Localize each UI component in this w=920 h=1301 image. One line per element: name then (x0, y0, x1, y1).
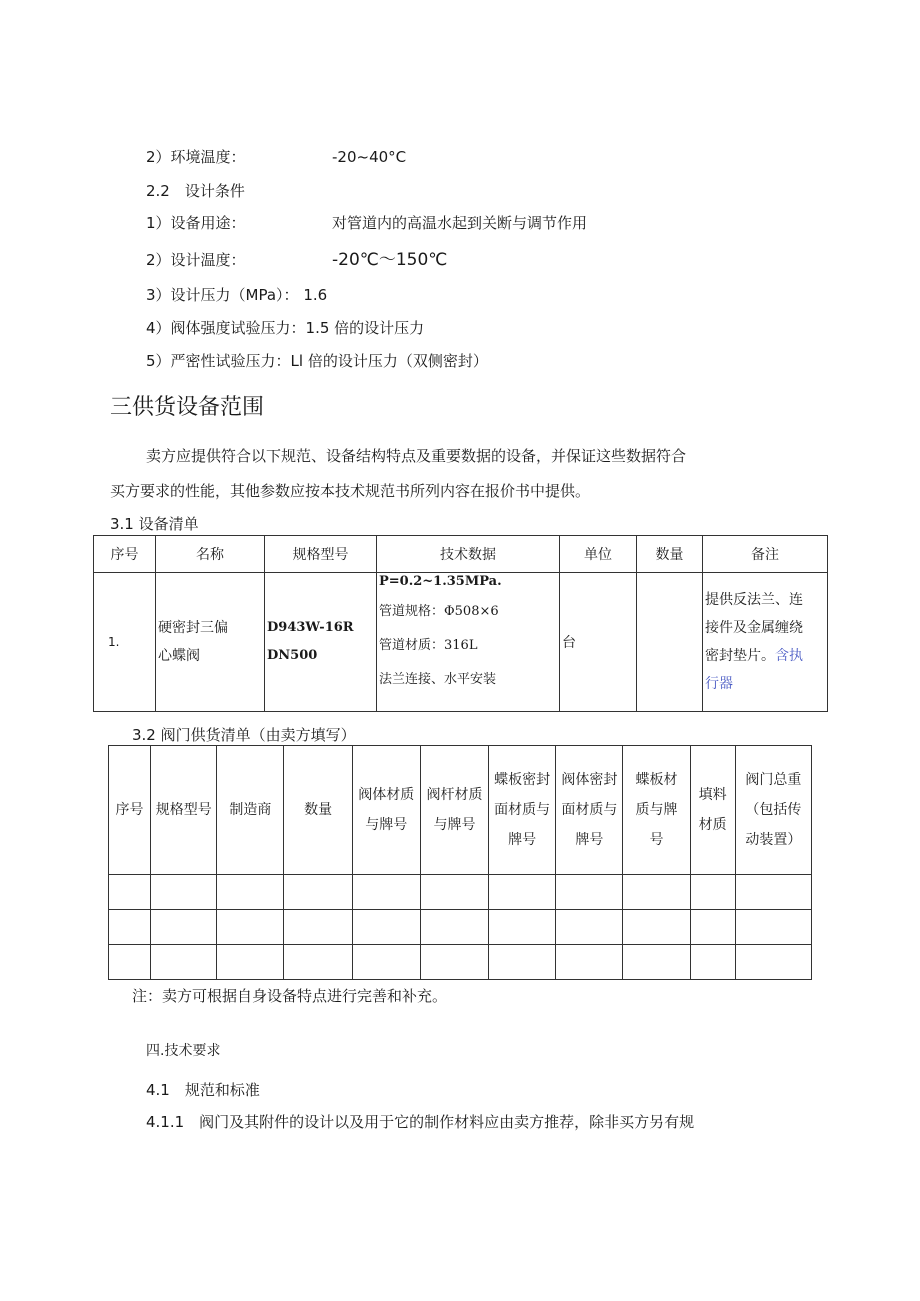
item-name (156, 573, 265, 712)
header-line: 面材质与 (494, 802, 551, 818)
item-unit: 台 (560, 573, 637, 712)
header-line: 质与牌 (635, 802, 678, 818)
design-item-usage (146, 213, 588, 233)
item-name-line: 心蝶阀 (158, 648, 200, 664)
header-line: 数量 (304, 802, 333, 818)
header-line: 阀门总重 (745, 772, 802, 788)
table-row (109, 875, 812, 910)
header-line: （包括传 (745, 802, 802, 818)
table-header-cell (151, 746, 217, 875)
remark-line: 提供反法兰、连 (705, 592, 803, 608)
table-note: 注：卖方可根据自身设备特点进行完善和补充。 (132, 987, 448, 1005)
table-header-cell (217, 746, 284, 875)
item-model-line: DN500 (267, 648, 318, 663)
header-line: 阀体密封 (561, 772, 618, 788)
empty-cell[interactable] (420, 910, 488, 945)
empty-cell[interactable] (623, 945, 690, 980)
empty-cell[interactable] (109, 910, 151, 945)
empty-cell[interactable] (623, 875, 690, 910)
empty-cell[interactable] (556, 910, 623, 945)
header-line: 阀体材质 (358, 787, 415, 803)
table-header-cell: 单位 (560, 536, 637, 573)
header-line: 蝶板材 (635, 772, 678, 788)
header-line: 面材质与 (561, 802, 618, 818)
header-line: 动装置） (745, 832, 802, 848)
table-header-cell (556, 746, 623, 875)
empty-cell[interactable] (352, 910, 420, 945)
design-item-strength-test: 4）阀体强度试验压力：1.5 倍的设计压力 (146, 319, 425, 337)
remark-text: 密封垫片。 (705, 648, 775, 664)
empty-cell[interactable] (420, 875, 488, 910)
header-line: 与牌号 (365, 817, 408, 833)
empty-cell[interactable] (151, 945, 217, 980)
section-3-paragraph-line-2: 买方要求的性能，其他参数应按本技术规范书所列内容在报价书中提供。 (110, 482, 591, 500)
empty-cell[interactable] (284, 875, 352, 910)
table-row (94, 573, 828, 712)
table-header-cell (623, 746, 690, 875)
design-heading: 2.2 设计条件 (146, 182, 245, 200)
empty-cell[interactable] (623, 910, 690, 945)
header-line: 牌号 (575, 832, 604, 848)
table-header-cell: 备注 (703, 536, 828, 573)
env-temp-line (146, 147, 407, 167)
table-header-cell: 名称 (156, 536, 265, 573)
header-line: 阀杆材质 (426, 787, 483, 803)
remark-highlight: 含执 (775, 648, 803, 664)
item-tech-data (377, 573, 560, 712)
empty-cell[interactable] (109, 945, 151, 980)
design-item-label: 2）设计温度： (146, 251, 246, 269)
empty-cell[interactable] (556, 945, 623, 980)
table-header-cell (352, 746, 420, 875)
env-temp-value: -20~40°C (332, 148, 407, 166)
remark-line (705, 642, 827, 670)
table-header-cell: 技术数据 (377, 536, 560, 573)
design-item-label: 1）设备用途： (146, 214, 246, 232)
table-header-cell (690, 746, 735, 875)
tech-line: 管道材质：316L (379, 638, 478, 653)
env-temp-label: 2）环境温度： (146, 148, 246, 166)
table-header-row (109, 746, 812, 875)
empty-cell[interactable] (217, 945, 284, 980)
header-line: 材质 (698, 817, 727, 833)
empty-cell[interactable] (284, 945, 352, 980)
design-item-tightness-test: 5）严密性试验压力：Ll 倍的设计压力（双侧密封） (146, 352, 488, 370)
valve-supply-table (108, 745, 812, 980)
empty-cell[interactable] (556, 875, 623, 910)
empty-cell[interactable] (489, 945, 556, 980)
empty-cell[interactable] (217, 875, 284, 910)
empty-cell[interactable] (217, 910, 284, 945)
item-quantity (637, 573, 703, 712)
empty-cell[interactable] (352, 945, 420, 980)
table-row (109, 945, 812, 980)
remark-line: 接件及金属缠绕 (705, 620, 803, 636)
table-1-caption: 3.1 设备清单 (110, 515, 199, 533)
empty-cell[interactable] (735, 910, 811, 945)
header-line: 蝶板密封 (494, 772, 551, 788)
table-header-cell (489, 746, 556, 875)
design-item-label: 3）设计压力（MPa）： (146, 286, 299, 304)
table-header-cell: 序号 (94, 536, 156, 573)
header-line: 填料 (698, 787, 727, 803)
item-name-line: 硬密封三偏 (158, 620, 228, 636)
empty-cell[interactable] (352, 875, 420, 910)
empty-cell[interactable] (151, 910, 217, 945)
design-item-value: -20℃～150℃ (332, 250, 448, 270)
header-line: 规格型号 (155, 802, 212, 818)
tech-line: 法兰连接、水平安装 (379, 672, 497, 687)
header-line: 与牌号 (433, 817, 476, 833)
header-line: 序号 (115, 802, 144, 818)
design-item-pressure (146, 285, 327, 305)
empty-cell[interactable] (735, 875, 811, 910)
table-header-cell (420, 746, 488, 875)
empty-cell[interactable] (735, 945, 811, 980)
item-model-line: D943W-16R (267, 620, 354, 635)
empty-cell[interactable] (284, 910, 352, 945)
table-header-cell (735, 746, 811, 875)
remark-highlight: 行器 (705, 676, 733, 692)
section-4-1-heading: 4.1 规范和标准 (146, 1081, 260, 1099)
header-line: 牌号 (508, 832, 537, 848)
table-header-cell (109, 746, 151, 875)
empty-cell[interactable] (690, 910, 735, 945)
empty-cell[interactable] (690, 875, 735, 910)
empty-cell[interactable] (151, 875, 217, 910)
table-header-row (94, 536, 828, 573)
item-model (265, 573, 377, 712)
header-line: 号 (649, 832, 664, 848)
table-row (109, 910, 812, 945)
section-3-paragraph-line-1: 卖方应提供符合以下规范、设备结构特点及重要数据的设备，并保证这些数据符合 (146, 447, 687, 465)
empty-cell[interactable] (489, 875, 556, 910)
row-number: 1. (94, 573, 156, 712)
tech-line: P=0.2~1.35MPa. (379, 574, 502, 589)
empty-cell[interactable] (109, 875, 151, 910)
tech-line: 管道规格：Φ508×6 (379, 604, 499, 619)
item-remark (703, 573, 828, 712)
table-2-caption: 3.2 阀门供货清单（由卖方填写） (132, 726, 356, 744)
header-line: 制造商 (229, 802, 272, 818)
empty-cell[interactable] (420, 945, 488, 980)
section-3-title: 三供货设备范围 (110, 395, 265, 420)
design-item-value: 1.6 (303, 286, 328, 304)
table-header-cell (284, 746, 352, 875)
design-item-temperature (146, 250, 448, 270)
design-item-value: 对管道内的高温水起到关断与调节作用 (332, 214, 588, 232)
section-4-title: 四.技术要求 (146, 1043, 221, 1059)
empty-cell[interactable] (489, 910, 556, 945)
table-header-cell: 规格型号 (265, 536, 377, 573)
equipment-list-table (93, 535, 828, 712)
empty-cell[interactable] (690, 945, 735, 980)
clause-4-1-1: 4.1.1 阀门及其附件的设计以及用于它的制作材料应由卖方推荐，除非买方另有规 (146, 1113, 695, 1131)
table-header-cell: 数量 (637, 536, 703, 573)
